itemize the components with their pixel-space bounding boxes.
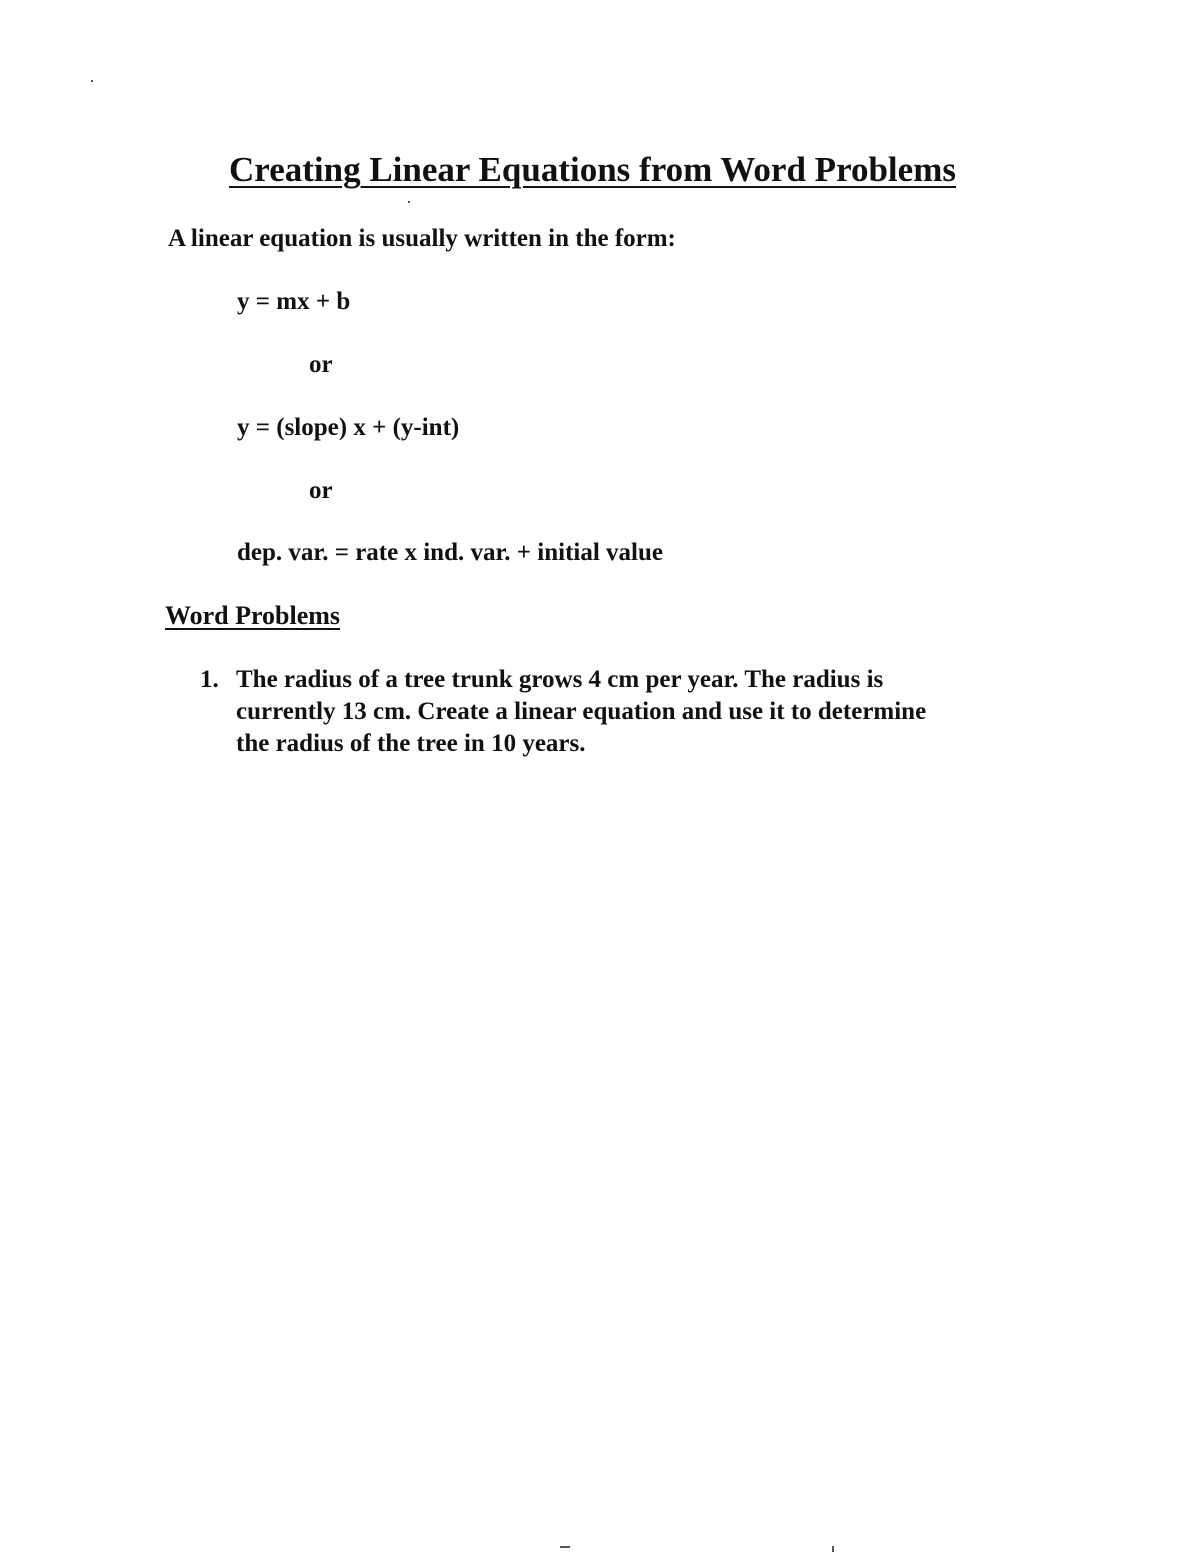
scan-speck — [832, 1546, 834, 1552]
problem-item — [200, 664, 1000, 760]
problem-text-line: the radius of the tree in 10 years. — [236, 730, 586, 757]
scan-speck — [91, 80, 93, 82]
scan-speck — [560, 1546, 570, 1548]
equation-variables-words: dep. var. = rate x ind. var. + initial value — [237, 539, 663, 566]
problem-text-line: The radius of a tree trunk grows 4 cm per year. The radius is — [236, 666, 884, 693]
intro-text: A linear equation is usually written in the form: — [168, 225, 676, 252]
problem-list — [200, 664, 1000, 760]
problem-text-line: currently 13 cm. Create a linear equation and use it to determine — [236, 698, 927, 725]
page-title: Creating Linear Equations from Word Problems — [229, 150, 956, 189]
problem-number: 1. — [200, 666, 219, 693]
or-separator: or — [309, 477, 333, 504]
equation-slope-intercept: y = mx + b — [237, 288, 351, 315]
equation-slope-words: y = (slope) x + (y-int) — [237, 414, 460, 441]
scan-speck — [408, 201, 410, 203]
section-heading-word-problems: Word Problems — [165, 601, 341, 630]
or-separator: or — [309, 351, 333, 378]
